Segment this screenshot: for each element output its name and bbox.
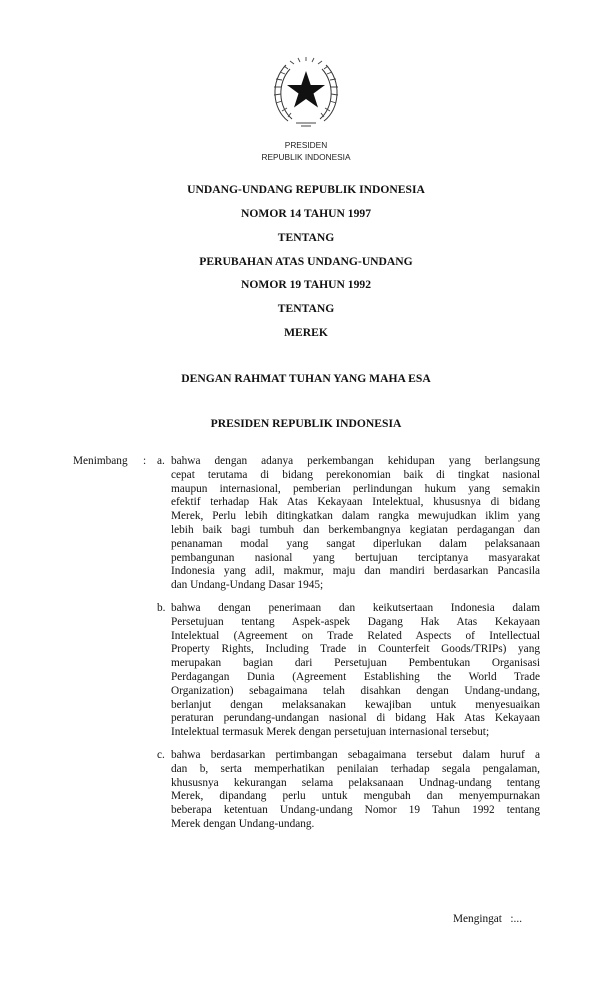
item-text-line: merupakan bagian dari Persetujuan Pembentukan Organisasi bbox=[171, 657, 540, 670]
item-text-line: lebih baik bagi tumbuh dan berkembangnya kegiatan perdagangan dan bbox=[171, 524, 540, 536]
item-marker: b. bbox=[157, 602, 166, 614]
item-text-line: penanaman modal yang sangat diperlukan dalam pelaksanaan bbox=[171, 537, 540, 550]
item-text-line: Merek dengan Undang-undang. bbox=[171, 818, 315, 830]
title-line: TENTANG bbox=[277, 302, 335, 315]
invocation: DENGAN RAHMAT TUHAN YANG MAHA ESA bbox=[181, 372, 431, 385]
title-line: MEREK bbox=[284, 326, 328, 339]
item-text-line: Intelektual (Agreement on Trade Related Aspects of Intellectual bbox=[171, 629, 540, 642]
item-text-line: peraturan perundang-undangan nasional di bidang Hak Atas Kekayaan bbox=[171, 712, 540, 725]
item-text-line: Organization) sebagaimana telah disahkan dengan Undang-undang, bbox=[171, 684, 540, 697]
seal-caption-presiden: PRESIDEN bbox=[284, 140, 328, 150]
seal-caption-republik: REPUBLIK INDONESIA bbox=[261, 152, 351, 162]
presidential-seal-icon bbox=[268, 53, 344, 133]
item-marker: c. bbox=[157, 749, 165, 761]
title-line: UNDANG-UNDANG REPUBLIK INDONESIA bbox=[187, 183, 425, 196]
item-text-line: khususnya kekurangan selama pelaksanaan Undnag-undang tentang bbox=[171, 776, 540, 789]
item-text-line: Merek, dipandang perlu untuk mengubah dan menyempurnakan bbox=[171, 790, 540, 803]
item-text-line: cepat terutama di bidang perekonomian baik di tingkat nasional bbox=[171, 468, 540, 481]
item-text-line: bahwa dengan adanya perkembangan kehidupan yang berlangsung bbox=[171, 455, 540, 467]
title-line: PERUBAHAN ATAS UNDANG-UNDANG bbox=[199, 255, 413, 268]
item-text-line: dan b, serta memperhatikan penilaian terhadap segala pengalaman, bbox=[171, 762, 540, 775]
item-text-line: pembangunan nasional yang bertujuan terciptanya masyarakat bbox=[171, 551, 540, 564]
menimbang-colon: : bbox=[143, 455, 147, 467]
title-line: NOMOR 14 TAHUN 1997 bbox=[241, 207, 371, 220]
item-text-line: Perdagangan Dunia (Agreement Establishing the World Trade bbox=[171, 671, 540, 683]
item-text-line: bahwa berdasarkan pertimbangan sebagaimana tersebut dalam huruf a bbox=[171, 749, 540, 761]
title-line: NOMOR 19 TAHUN 1992 bbox=[241, 278, 371, 291]
item-text-line: beberapa ketentuan Undang-undang Nomor 19 Tahun 1992 tentang bbox=[171, 804, 540, 817]
item-text-line: Intelektual termasuk Merek dengan persetujuan internasional tersebut; bbox=[171, 726, 490, 739]
item-text-line: Property Rights, Including Trade in Counterfeit Goods/TRIPs) yang bbox=[171, 643, 540, 656]
president-heading: PRESIDEN REPUBLIK INDONESIA bbox=[210, 417, 402, 430]
continuation-mengingat: Mengingat :... bbox=[453, 913, 523, 925]
menimbang-label: Menimbang bbox=[73, 455, 128, 467]
item-text-line: berlanjut dengan melaksanakan kewajiban untuk menyesuaikan bbox=[171, 698, 540, 711]
item-text-line: dan Undang-Undang Dasar 1945; bbox=[171, 579, 324, 592]
item-text-line: Indonesia yang adil, makmur, maju dan mandiri berdasarkan Pancasila bbox=[171, 565, 540, 578]
item-text-line: Merek, Perlu lebih ditingkatkan dalam rangka mewujudkan iklim yang bbox=[171, 510, 540, 523]
item-text-line: efektif terhadap Hak Atas Kekayaan Intelektual, khususnya di bidang bbox=[171, 496, 540, 509]
title-line: TENTANG bbox=[277, 231, 335, 244]
item-text-line: Persetujuan tentang Aspek-aspek Dagang Hak Atas Kekayaan bbox=[171, 615, 540, 628]
item-text-line: maupun internasional, pemberian perlindungan hukum yang semakin bbox=[171, 482, 540, 495]
item-marker: a. bbox=[157, 455, 165, 467]
item-text-line: bahwa dengan penerimaan dan keikutsertaan Indonesia dalam bbox=[171, 602, 540, 614]
